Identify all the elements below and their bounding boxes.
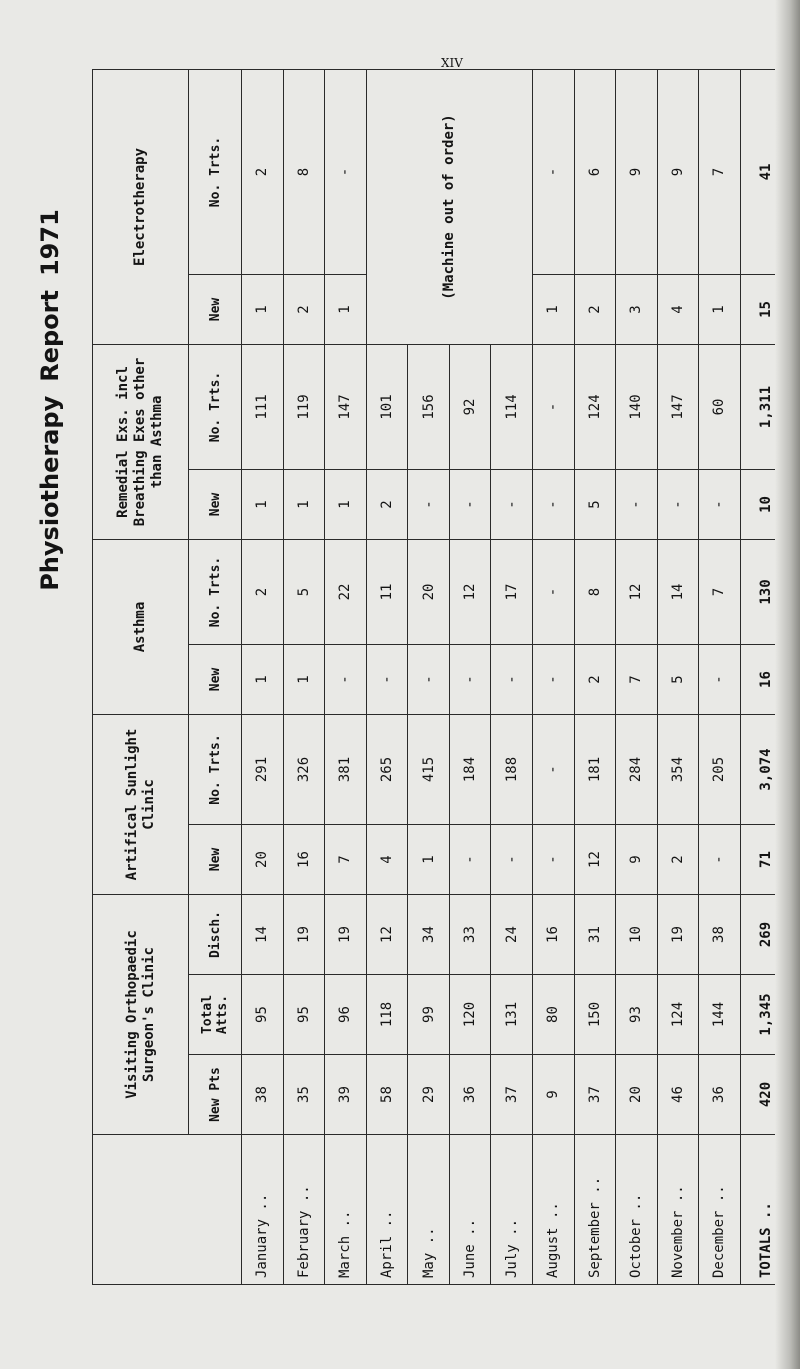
report-title	[30, 60, 70, 740]
table-cell: -	[532, 825, 574, 895]
header-word-physiotherapy: Physiotherapy	[36, 395, 64, 591]
table-cell: 291	[242, 715, 284, 825]
table-cell: 8	[283, 69, 325, 274]
table-row	[616, 69, 658, 1284]
table-cell: 7	[699, 539, 741, 644]
table-cell: 1	[242, 645, 284, 715]
table-cell: 38	[242, 1055, 284, 1135]
table-cell: -	[699, 469, 741, 539]
table-cell: 118	[366, 975, 408, 1055]
table-cell: 22	[325, 539, 367, 644]
table-cell: -	[408, 469, 450, 539]
table-cell: 1	[532, 274, 574, 344]
month-label: July ..	[491, 1135, 533, 1285]
table-cell: 20	[242, 825, 284, 895]
table-cell: 1	[699, 274, 741, 344]
table-cell: 37	[574, 1055, 616, 1135]
asthma-header: Asthma	[93, 539, 189, 714]
total-cell: 16	[740, 645, 791, 715]
header-word-year: 1971	[36, 209, 64, 277]
table-cell: 140	[616, 344, 658, 469]
table-cell: 181	[574, 715, 616, 825]
table-row	[283, 69, 325, 1284]
table-cell: 31	[574, 895, 616, 975]
table-cell: 1	[242, 469, 284, 539]
table-cell: 10	[616, 895, 658, 975]
table-cell: 16	[283, 825, 325, 895]
asthma-trts-header: No. Trts.	[189, 539, 242, 644]
table-cell: 9	[616, 825, 658, 895]
running-header	[0, 0, 64, 800]
table-cell: 3	[616, 274, 658, 344]
table-cell: 354	[657, 715, 699, 825]
table-cell: 120	[449, 975, 491, 1055]
table-cell: -	[491, 469, 533, 539]
table-cell: -	[532, 344, 574, 469]
remedial-trts-header: No. Trts.	[189, 344, 242, 469]
table-cell: 9	[532, 1055, 574, 1135]
table-cell: -	[616, 469, 658, 539]
total-cell: 71	[740, 825, 791, 895]
asthma-new-header: New	[189, 645, 242, 715]
remedial-new-header: New	[189, 469, 242, 539]
total-cell: 420	[740, 1055, 791, 1135]
month-label: December ..	[699, 1135, 741, 1285]
table-cell: 188	[491, 715, 533, 825]
table-cell: -	[532, 539, 574, 644]
table-cell: 19	[283, 895, 325, 975]
sunlight-trts-header: No. Trts.	[189, 715, 242, 825]
header-row-groups	[93, 69, 189, 1284]
table-cell: 7	[699, 69, 741, 274]
table-cell: 150	[574, 975, 616, 1055]
table-row	[325, 69, 367, 1284]
table-cell: 34	[408, 895, 450, 975]
table-cell: -	[449, 825, 491, 895]
month-label: September ..	[574, 1135, 616, 1285]
table-cell: 114	[491, 344, 533, 469]
table-cell: -	[532, 715, 574, 825]
table-cell: 2	[574, 645, 616, 715]
table-cell: 1	[408, 825, 450, 895]
table-cell: 415	[408, 715, 450, 825]
table-cell: 12	[449, 539, 491, 644]
table-cell: 36	[449, 1055, 491, 1135]
table-cell: 2	[366, 469, 408, 539]
table-cell: 99	[408, 975, 450, 1055]
table-cell: 29	[408, 1055, 450, 1135]
new-pts-header: New Pts	[189, 1055, 242, 1135]
table-cell: -	[325, 645, 367, 715]
totals-label: TOTALS ..	[740, 1135, 791, 1285]
table-cell: 1	[283, 645, 325, 715]
table-cell: 101	[366, 344, 408, 469]
table-cell: 60	[699, 344, 741, 469]
table-cell: -	[699, 645, 741, 715]
month-label: May ..	[408, 1135, 450, 1285]
table-cell: 20	[616, 1055, 658, 1135]
table-cell: 124	[574, 344, 616, 469]
month-label: March ..	[325, 1135, 367, 1285]
total-cell: 1,345	[740, 975, 791, 1055]
table-cell: 2	[283, 274, 325, 344]
table-cell: 93	[616, 975, 658, 1055]
table-row	[699, 69, 741, 1284]
total-cell: 3,074	[740, 715, 791, 825]
table-cell: 4	[366, 825, 408, 895]
table-cell: 147	[325, 344, 367, 469]
table-cell: 37	[491, 1055, 533, 1135]
table-cell: 20	[408, 539, 450, 644]
table-cell: 156	[408, 344, 450, 469]
table-cell: 4	[657, 274, 699, 344]
table-cell: 5	[657, 645, 699, 715]
table-cell: 33	[449, 895, 491, 975]
table-cell: 16	[532, 895, 574, 975]
table-cell: 38	[699, 895, 741, 975]
table-cell: 131	[491, 975, 533, 1055]
total-cell: 41	[740, 69, 791, 274]
table-cell: 24	[491, 895, 533, 975]
table-cell: -	[532, 645, 574, 715]
table-cell: 17	[491, 539, 533, 644]
page-number: XIV	[441, 56, 463, 70]
table-cell: 381	[325, 715, 367, 825]
table-cell: -	[532, 469, 574, 539]
table-row	[532, 69, 574, 1284]
table-cell: -	[366, 645, 408, 715]
table-cell: -	[532, 69, 574, 274]
table-cell: 14	[242, 895, 284, 975]
table-cell: 9	[657, 69, 699, 274]
table-cell: 12	[574, 825, 616, 895]
month-label: October ..	[616, 1135, 658, 1285]
sunlight-header: Artifical Sunlight Clinic	[93, 715, 189, 895]
rotated-table-wrapper	[92, 70, 792, 1285]
month-label: February ..	[283, 1135, 325, 1285]
table-cell: 12	[366, 895, 408, 975]
electro-new-header: New	[189, 274, 242, 344]
table-cell: 19	[325, 895, 367, 975]
table-cell: 265	[366, 715, 408, 825]
table-cell: 184	[449, 715, 491, 825]
table-cell: 92	[449, 344, 491, 469]
header-word-report: Report	[36, 290, 64, 382]
table-cell: 95	[242, 975, 284, 1055]
table-row	[366, 69, 408, 1284]
electrotherapy-header: Electrotherapy	[93, 69, 189, 344]
remedial-header: Remedial Exs. incl Breathing Exes other than Asthma	[93, 344, 189, 539]
table-cell: 147	[657, 344, 699, 469]
table-cell: 9	[616, 69, 658, 274]
table-cell: 35	[283, 1055, 325, 1135]
table-cell: 326	[283, 715, 325, 825]
table-cell: 5	[574, 469, 616, 539]
orthopaedic-header: Visiting Orthopaedic Surgeon's Clinic	[93, 895, 189, 1135]
table-cell: -	[491, 645, 533, 715]
table-cell: 14	[657, 539, 699, 644]
month-label: April ..	[366, 1135, 408, 1285]
total-cell: 10	[740, 469, 791, 539]
total-cell: 1,311	[740, 344, 791, 469]
statistics-table	[92, 69, 792, 1285]
table-row	[657, 69, 699, 1284]
month-label: January ..	[242, 1135, 284, 1285]
table-cell: -	[657, 469, 699, 539]
table-cell: 2	[657, 825, 699, 895]
table-cell: 2	[242, 539, 284, 644]
table-cell: 58	[366, 1055, 408, 1135]
table-cell: -	[491, 825, 533, 895]
month-label: November ..	[657, 1135, 699, 1285]
table-cell: 205	[699, 715, 741, 825]
table-cell: 7	[325, 825, 367, 895]
table-cell: -	[449, 469, 491, 539]
page-edge-shadow	[775, 0, 800, 1369]
month-label: June ..	[449, 1135, 491, 1285]
table-cell: 8	[574, 539, 616, 644]
table-cell: 144	[699, 975, 741, 1055]
table-cell: 1	[325, 274, 367, 344]
table-cell: 95	[283, 975, 325, 1055]
table-cell: 1	[325, 469, 367, 539]
table-row	[574, 69, 616, 1284]
total-cell: 269	[740, 895, 791, 975]
total-atts-header: Total Atts.	[189, 975, 242, 1055]
electro-trts-header: No. Trts.	[189, 69, 242, 274]
disch-header: Disch.	[189, 895, 242, 975]
table-cell: 284	[616, 715, 658, 825]
table-cell: 1	[242, 274, 284, 344]
table-cell: 19	[657, 895, 699, 975]
machine-note: (Machine out of order)	[366, 69, 532, 344]
table-cell: 11	[366, 539, 408, 644]
table-cell: 96	[325, 975, 367, 1055]
table-cell: 5	[283, 539, 325, 644]
table-cell: 111	[242, 344, 284, 469]
table-cell: 6	[574, 69, 616, 274]
total-cell: 15	[740, 274, 791, 344]
table-cell: 7	[616, 645, 658, 715]
table-body	[242, 69, 792, 1284]
table-cell: 36	[699, 1055, 741, 1135]
table-cell: 2	[242, 69, 284, 274]
table-cell: 39	[325, 1055, 367, 1135]
table-cell: 46	[657, 1055, 699, 1135]
table-cell: 119	[283, 344, 325, 469]
table-cell: 80	[532, 975, 574, 1055]
sunlight-new-header: New	[189, 825, 242, 895]
table-cell: 1	[283, 469, 325, 539]
total-cell: 130	[740, 539, 791, 644]
table-cell: 2	[574, 274, 616, 344]
table-cell: -	[325, 69, 367, 274]
table-cell: 12	[616, 539, 658, 644]
table-cell: -	[408, 645, 450, 715]
table-cell: -	[449, 645, 491, 715]
table-cell: -	[699, 825, 741, 895]
header-row-columns	[189, 69, 242, 1284]
table-row	[242, 69, 284, 1284]
table-cell: 124	[657, 975, 699, 1055]
month-label: August ..	[532, 1135, 574, 1285]
month-header	[93, 1135, 242, 1285]
